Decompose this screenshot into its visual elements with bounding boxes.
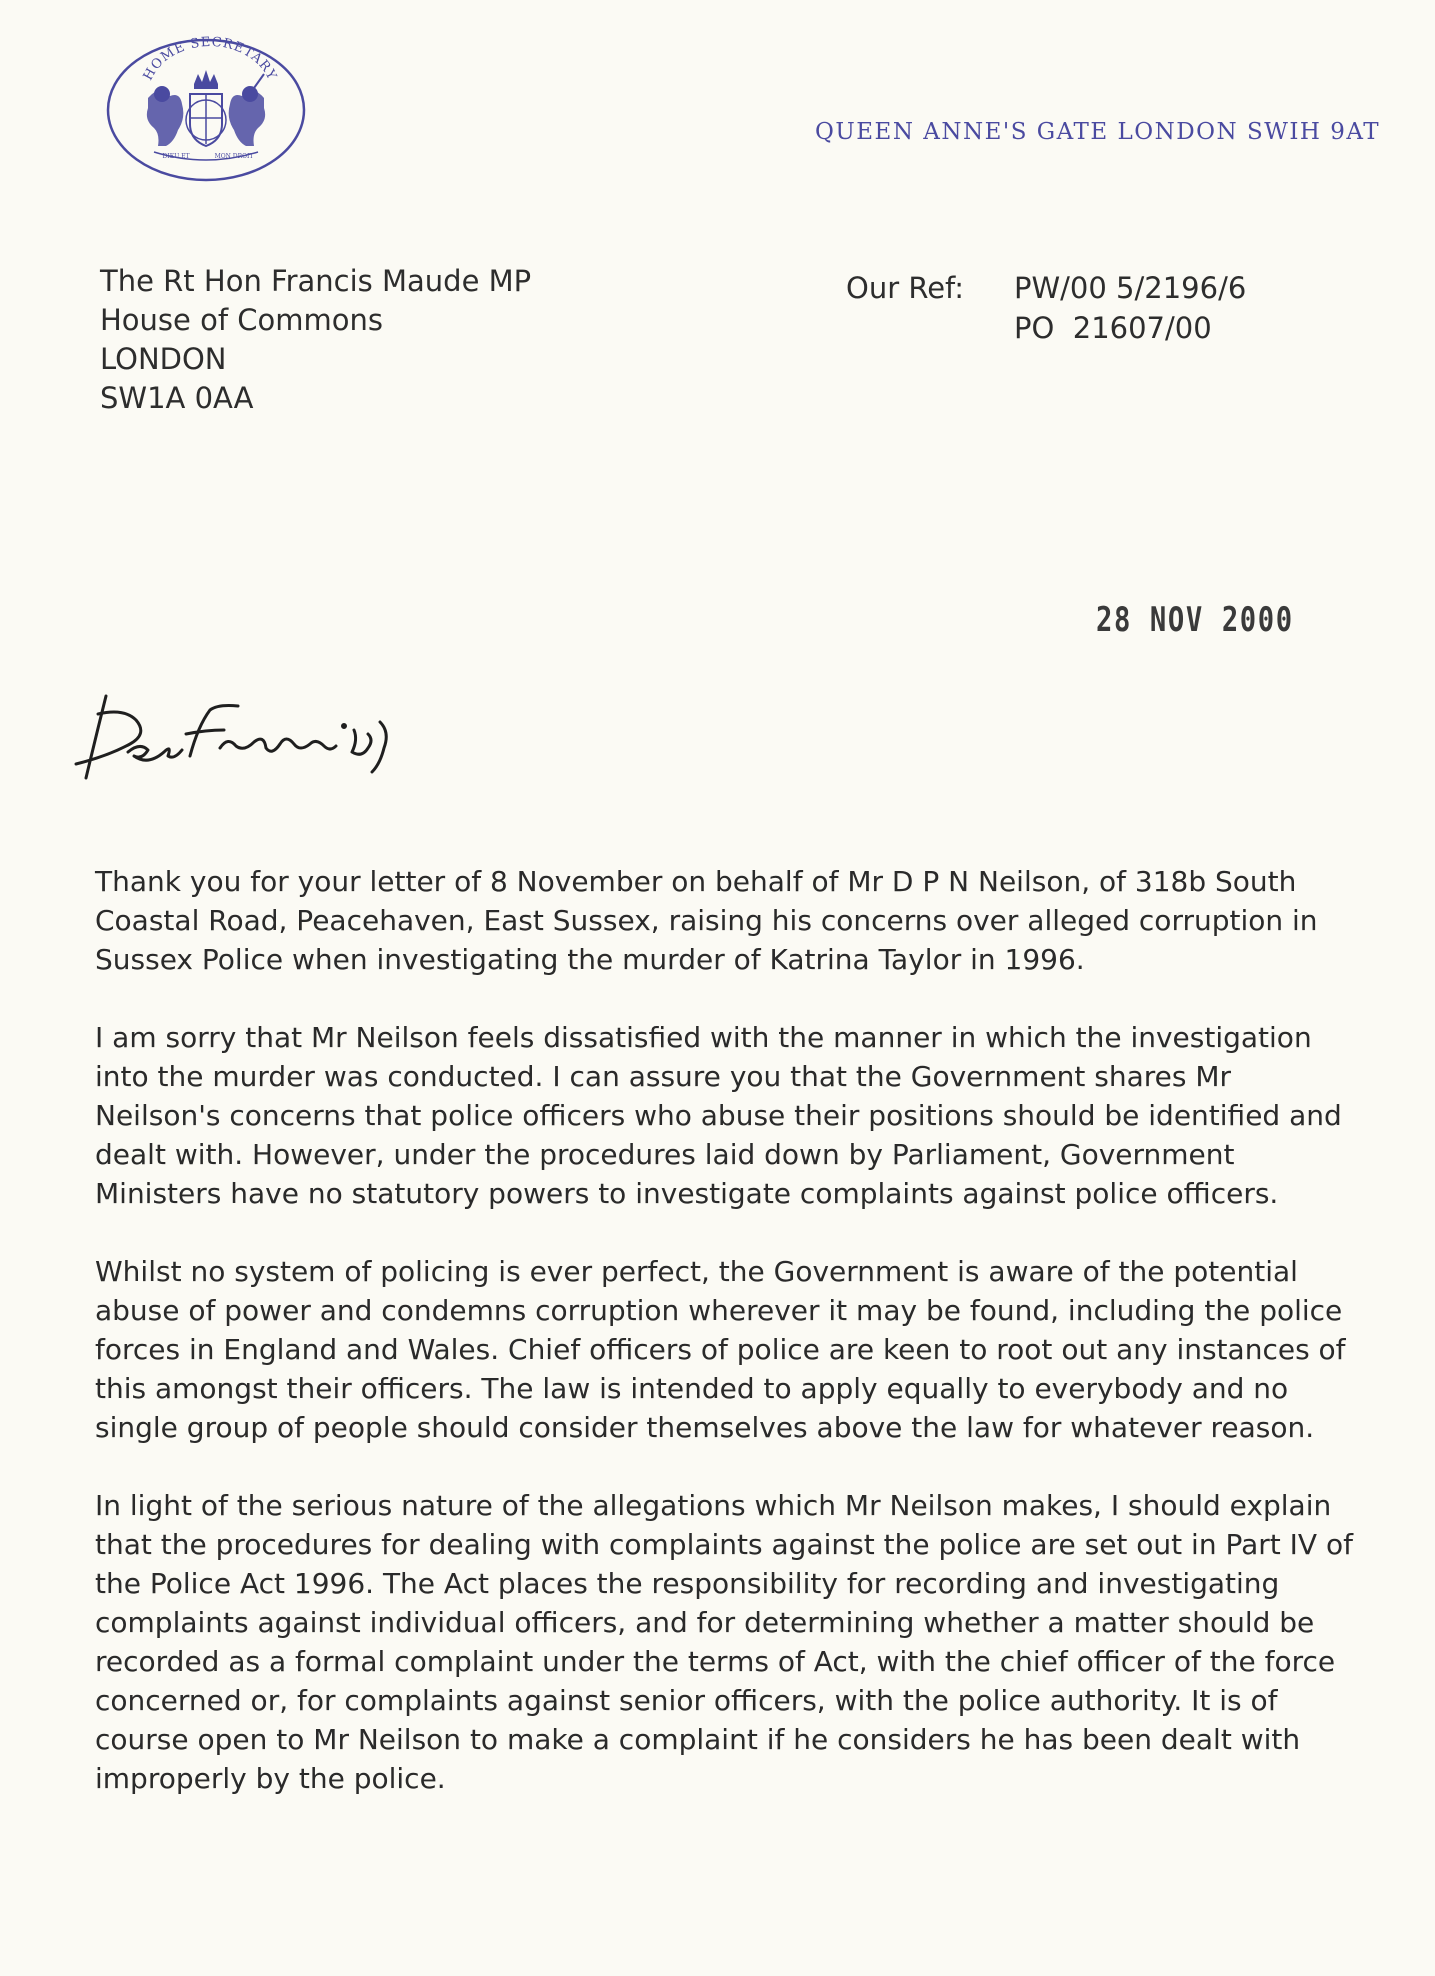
reference-number: PO 21607/00 [1014,311,1212,345]
body-paragraph: I am sorry that Mr Neilson feels dissatisfied with the manner in which the investigation into the murder was conducted. I can assure you that the Government shares Mr Neilson's concerns that police officers who abuse their positions should be identified and dealt with. However, under the procedures laid down by Parliament, Government Ministers have no statutory powers to investigate complaints against police officers. [95,1021,1342,1210]
body-paragraph: Thank you for your letter of 8 November on behalf of Mr D P N Neilson, of 318b South Coastal Road, Peacehaven, East Sussex, raising his concerns over alleged corruption in Sussex Police when investigating the murder of Katrina Taylor in 1996. [95,865,1318,976]
home-secretary-crest [104,34,308,184]
reference-label: Our Ref: [846,271,964,305]
handwritten-salutation [68,686,438,796]
date-stamp: 28 NOV 2000 [1096,600,1294,640]
crest-motto-left: DIEU ET [162,153,190,160]
reference-block [846,268,1246,348]
crest-ring-text: HOME SECRETARY [140,34,280,84]
recipient-line: SW1A 0AA [100,381,254,415]
recipient-line: House of Commons [100,303,383,337]
office-address: QUEEN ANNE'S GATE LONDON SWIH 9AT [815,119,1381,145]
svg-text:HOME SECRETARY [141,35,280,83]
body-paragraph: Whilst no system of policing is ever perfect, the Government is aware of the potential abuse of power and condemns corruption wherever it may be found, including the police forces in England and Wales. Chief officers of police are keen to root out any instances of this amongst their officers. The law is intended to apply equally to everybody and no single group of people should consider themselves above the law for whatever reason. [95,1255,1346,1444]
letter-body [95,862,1365,1837]
recipient-line: LONDON [100,342,227,376]
recipient-line: The Rt Hon Francis Maude MP [100,264,532,298]
recipient-address [100,262,531,418]
reference-number: PW/00 5/2196/6 [1014,271,1247,305]
crest-motto-right: MON DROIT [214,153,254,160]
body-paragraph: In light of the serious nature of the allegations which Mr Neilson makes, I should explain that the procedures for dealing with complaints against the police are set out in Part IV of the Police Act 1996. The Act places the responsibility for recording and investigating complaints against individual officers, and for determining whether a matter should be recorded as a formal complaint under the terms of Act, with the chief officer of the force concerned or, for complaints against senior officers, with the police authority. It is of course open to Mr Neilson to make a complaint if he considers he has been dealt with improperly by the police. [95,1489,1353,1795]
